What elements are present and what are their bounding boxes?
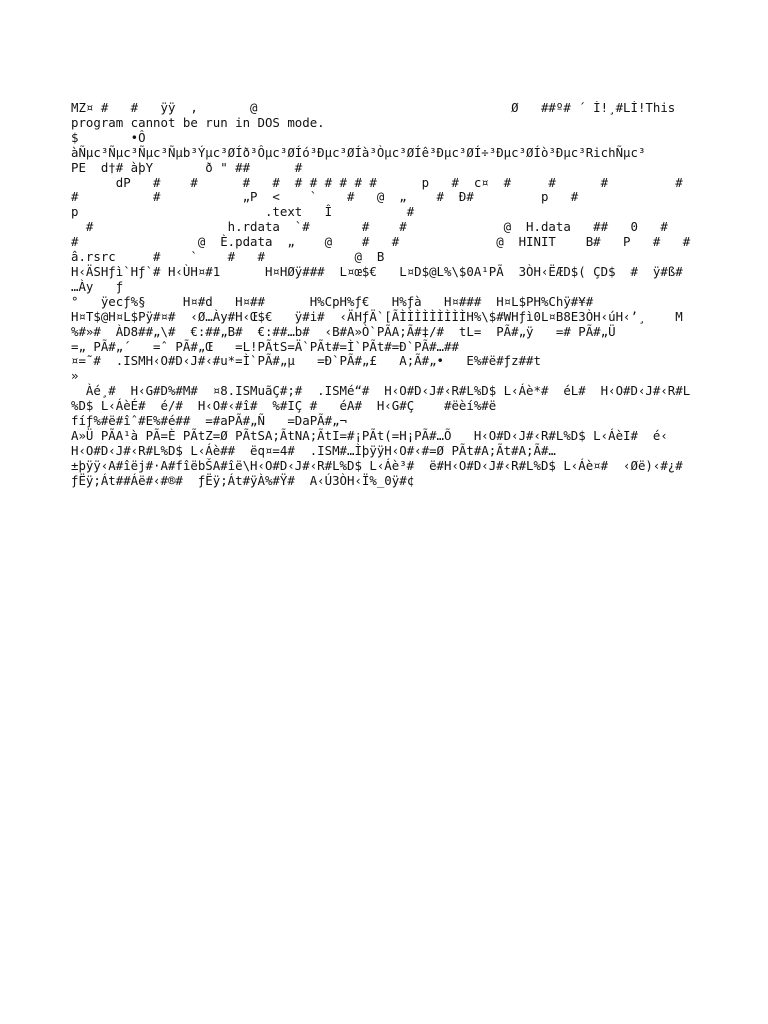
text-line: $ •Ô [71, 129, 146, 145]
text-line: H¤T$@H¤L$Pÿ#¤# ‹Ø…Ày#H‹Œ$€ ÿ#i# ‹ÄHƒÄ`[ÃÌÌÌÌÌÌÌÌÌH%\$#WHƒì0L¤B8E3ÒH‹úH‹’¸ M [71, 308, 683, 324]
text-line: p .text Î # [71, 204, 415, 220]
text-line: =„ PÃ#„´ =ˆ PÃ#„Œ =L!PÃtS=Ä`PÃt#=Ì`PÃt#=Ð`PÃ#…## [71, 338, 459, 354]
text-line: H‹ÄSHƒì`Hƒ`# H‹ÙH¤#1 H¤HØÿ### L¤œ$€ L¤D$@L%\$0A¹PÃ 3ÒH‹ËÆD$( ÇD$ # ÿ#ß# [71, 263, 683, 279]
text-line: program cannot be run in DOS mode. [71, 114, 325, 130]
text-line: â.rsrc # ` # # @ B [71, 249, 385, 265]
text-line: fíƒ%#ë#îˆ#E%#é## =#aPÃ#„Ñ =DaPÃ#„¬ [71, 413, 348, 429]
text-line: A»Ü PÃA¹à PÃ=È PÃtZ=Ø PÃtSA;ÃtNA;ÃtI=#¡PÃt(=H¡PÃ#…Õ H‹O#D‹J#‹R#L%D$ L‹ÁèI# é‹ [71, 427, 668, 443]
text-line: ±þÿÿ‹A#îëj#·A#fîëbŠA#îë\H‹O#D‹J#‹R#L%D$ L‹Áè³# ë#H‹O#D‹J#‹R#L%D$ L‹Áè¤# ‹Øë)‹#¿# [71, 457, 683, 473]
text-line: %#»# ÀD8##„\# €:##„B# €:##…b# ‹B#A»Ò`PÃA;Ã#‡/# tL= PÃ#„ÿ =# PÃ#„Ü [71, 323, 616, 339]
text-line: ° ÿecƒ%§ H¤#d H¤## H%CpH%ƒ€ H%ƒà H¤### H¤L$PH%Chÿ#¥# [71, 293, 594, 309]
text-line: Àé¸# H‹G#D%#M# ¤8.ISMuãÇ#;# .ISMé“# H‹O#D‹J#‹R#L%D$ L‹Áè*# éL# H‹O#D‹J#‹R#L [71, 383, 691, 399]
binary-text-dump [71, 101, 731, 489]
text-line: ¤=˜# .ISMH‹O#D‹J#‹#u*=Ì`PÃ#„µ =Ð`PÃ#„£ A;Ã#„• E%#ë#ƒz##t [71, 353, 541, 369]
text-line: H‹O#D‹J#‹R#L%D$ L‹Áè## ëq¤=4# .ISM#…ÌþÿÿH‹O#‹#=Ø PÃt#A;Ãt#A;Ã#… [71, 442, 556, 458]
text-line: ƒËÿ;Át##Áë#‹#®# ƒËÿ;Át#ÿÀ%#Ÿ# A‹Ú3ÒH‹Ï%_0ÿ#¢ [71, 472, 415, 488]
text-line: # @ È.pdata „ @ # # @ HINIT B# P # # [71, 234, 691, 250]
text-line: PE d†# àþY ð " ## # [71, 159, 303, 175]
text-line: …Ày ƒ [71, 278, 124, 294]
text-line: » [71, 368, 79, 384]
text-line: àÑµc³Ñµc³Ñµc³Ñµb³Ýµc³ØÍð³Ôµc³ØÍó³Ðµc³ØÍà³Òµc³ØÍê³Ðµc³ØÍ÷³Ðµc³ØÍò³Ðµc³RichÑµc³ [71, 144, 646, 160]
text-line: MZ¤ # # ÿÿ , @ Ø ##º# ´ Í!¸#LÍ!This [71, 101, 676, 115]
text-line: dP # # # # # # # # # # p # c¤ # # # # [71, 174, 683, 190]
text-line: # # „P < ` # @ „ # Ð# p # [71, 189, 579, 205]
text-line: %D$ L‹ÁèÉ# é/# H‹O#‹#î# %#IÇ # éA# H‹G#Ç #ëèí%#ë [71, 398, 497, 414]
text-line: # h.rdata `# # # @ H.data ## 0 # [71, 219, 668, 235]
